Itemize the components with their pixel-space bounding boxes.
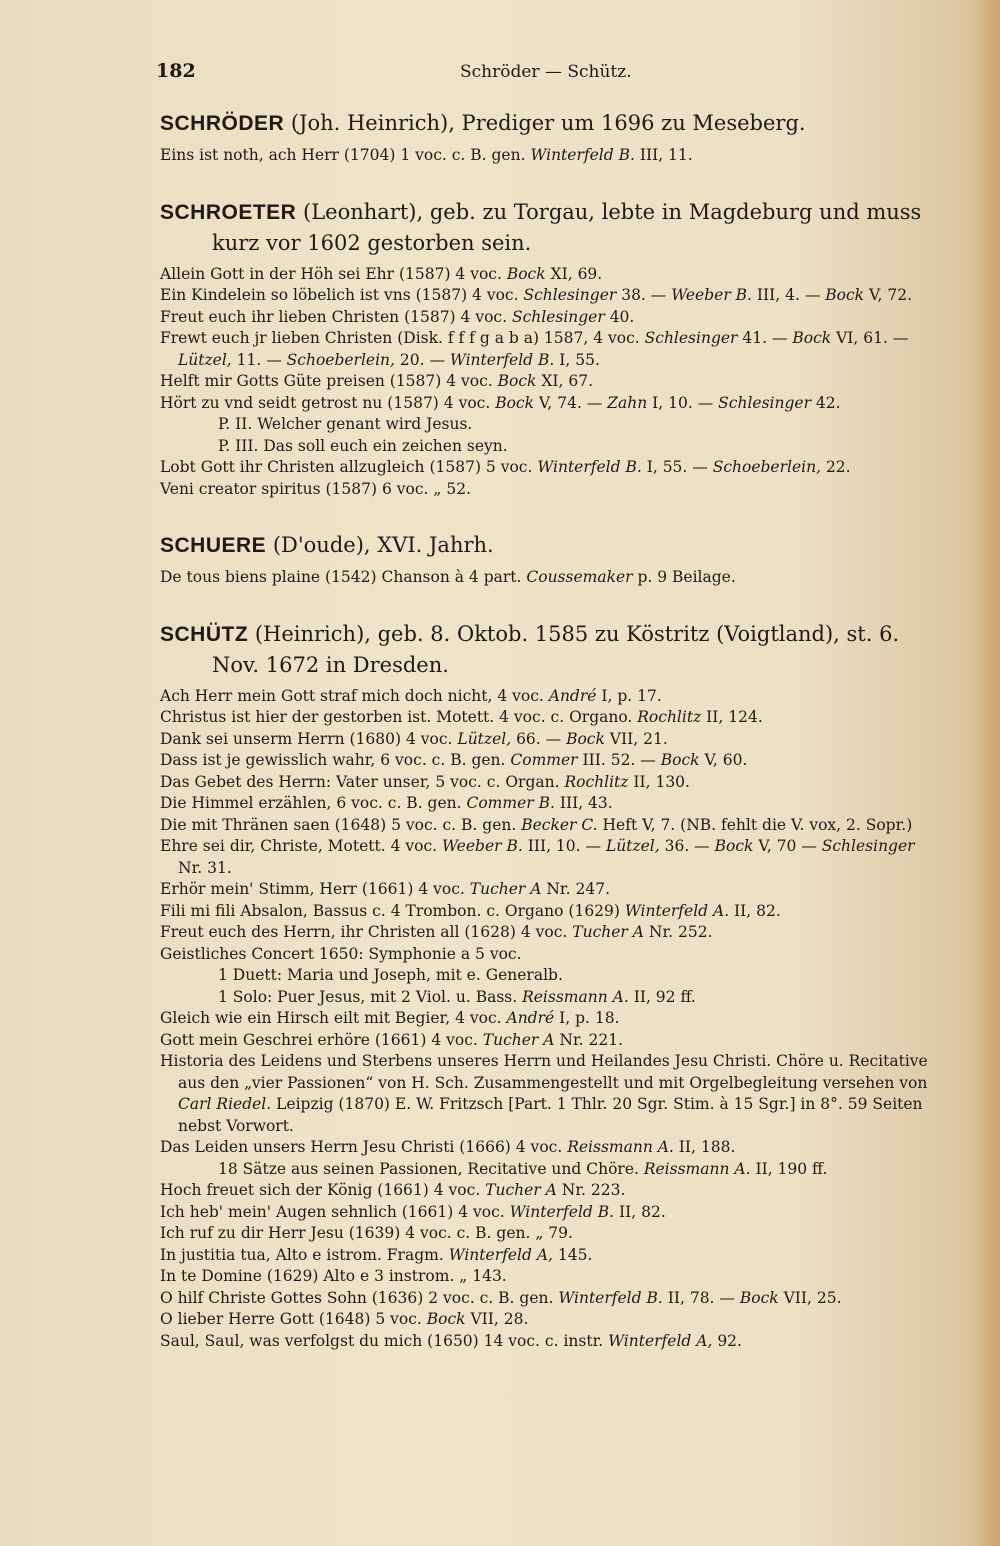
- work-text: In justitia tua, Alto e istrom. Fragm.: [160, 1245, 449, 1264]
- work-text: Veni creator spiritus (1587) 6 voc. „ 52.: [160, 479, 471, 498]
- work-text: I, p. 18.: [554, 1009, 620, 1027]
- source-reference: Winterfeld B.: [449, 350, 555, 369]
- work-text: VII, 28.: [465, 1310, 529, 1328]
- work-text: Lobt Gott ihr Christen allzugleich (1587) 5 voc.: [160, 458, 538, 476]
- source-reference: Winterfeld A,: [608, 1331, 713, 1350]
- work-text: 41. —: [737, 329, 793, 347]
- source-reference: Carl Riedel.: [178, 1095, 272, 1113]
- source-reference: Weeber B.: [442, 837, 523, 855]
- work-text: XI, 67.: [536, 372, 594, 390]
- work-text: I, p. 17.: [596, 686, 662, 705]
- work-text: II, 188.: [673, 1138, 736, 1156]
- source-reference: Bock: [506, 264, 546, 283]
- work-text: Dank sei unserm Herrn (1680) 4 voc.: [160, 729, 458, 748]
- source-reference: Bock: [739, 1288, 779, 1307]
- work-text: II, 82.: [729, 901, 781, 920]
- work-text: II, 124.: [701, 708, 763, 726]
- work-text: Freut euch des Herrn, ihr Christen all (1628) 4 voc.: [160, 923, 573, 941]
- source-reference: Winterfeld B.: [558, 1288, 663, 1307]
- work-item: [160, 686, 932, 708]
- work-text: O hilf Christe Gottes Sohn (1636) 2 voc. c. B. gen.: [160, 1288, 559, 1307]
- work-text: 66. —: [511, 729, 567, 748]
- work-item: [160, 1331, 932, 1353]
- work-text: II, 78. —: [662, 1288, 740, 1307]
- work-text: Das Leiden unsers Herrn Jesu Christi (1666) 4 voc.: [160, 1138, 568, 1156]
- work-item: [160, 987, 932, 1009]
- work-item: [160, 1245, 932, 1267]
- composer-name: SCHUERE: [160, 534, 267, 557]
- work-text: Gott mein Geschrei erhöre (1661) 4 voc.: [160, 1030, 483, 1049]
- work-text: Ich heb' mein' Augen sehnlich (1661) 4 voc.: [160, 1202, 510, 1221]
- work-item: [160, 1309, 932, 1331]
- work-item: [160, 1180, 932, 1202]
- source-reference: Winterfeld B.: [537, 458, 642, 476]
- work-text: Nr. 221.: [554, 1030, 624, 1049]
- work-text: 92.: [712, 1331, 742, 1350]
- source-reference: Schlesinger: [644, 329, 738, 347]
- work-text: Ehre sei dir, Christe, Motett. 4 voc.: [160, 837, 443, 855]
- work-text: P. III. Das soll euch ein zeichen seyn.: [218, 436, 508, 455]
- work-item: [160, 1202, 932, 1224]
- work-text: 18 Sätze aus seinen Passionen, Recitative und Chöre.: [218, 1159, 644, 1178]
- work-text: II, 130.: [628, 772, 690, 791]
- work-text: 20. —: [394, 350, 450, 369]
- source-reference: Tucher A: [572, 923, 644, 941]
- work-item: [160, 307, 932, 329]
- source-reference: Winterfeld B.: [530, 146, 635, 164]
- work-text: Frewt euch jr lieben Christen (Disk. f f f g a b a) 1587, 4 voc.: [160, 329, 645, 347]
- work-item: [160, 264, 932, 286]
- work-text: VII, 21.: [604, 729, 668, 748]
- source-reference: Bock: [660, 751, 700, 769]
- work-item: [160, 328, 932, 371]
- work-text: Ich ruf zu dir Herr Jesu (1639) 4 voc. c. B. gen. „ 79.: [160, 1224, 573, 1242]
- work-text: Die mit Thränen saen (1648) 5 voc. c. B. gen.: [160, 815, 522, 834]
- work-item: [160, 1137, 932, 1159]
- work-item: [160, 1008, 932, 1030]
- source-reference: Lützel,: [605, 837, 660, 855]
- entry: [160, 108, 932, 167]
- works-list: [160, 264, 932, 501]
- source-reference: Bock: [566, 729, 605, 748]
- source-reference: Bock: [792, 329, 832, 347]
- page-edge-shadow: [970, 0, 1000, 1546]
- work-text: O lieber Herre Gott (1648) 5 voc.: [160, 1310, 427, 1328]
- source-reference: Reissmann A.: [643, 1159, 751, 1178]
- work-item: [160, 414, 932, 436]
- work-text: III, 10. —: [522, 837, 606, 855]
- source-reference: Schlesinger: [821, 837, 915, 855]
- source-reference: Schlesinger: [523, 286, 617, 304]
- work-item: [160, 707, 932, 729]
- work-text: Dass ist je gewisslich wahr, 6 voc. c. B. gen.: [160, 751, 511, 769]
- source-reference: Coussemaker: [526, 568, 633, 586]
- entry-heading: [124, 530, 932, 561]
- work-text: Hoch freuet sich der König (1661) 4 voc.: [160, 1181, 486, 1199]
- source-reference: Tucher A: [482, 1030, 555, 1049]
- source-reference: Becker C.: [521, 815, 598, 834]
- work-text: V, 72.: [864, 286, 912, 304]
- work-text: 42.: [810, 393, 841, 412]
- work-text: 40.: [604, 307, 635, 326]
- work-item: [160, 567, 932, 589]
- source-reference: Rochlitz: [564, 772, 629, 791]
- work-text: Nr. 223.: [556, 1181, 626, 1199]
- work-text: Ein Kindelein so löbelich ist vns (1587) 4 voc.: [160, 286, 524, 304]
- works-list: [160, 686, 932, 1353]
- work-item: [160, 457, 932, 479]
- work-text: Hört zu vnd seidt getrost nu (1587) 4 voc.: [160, 393, 496, 412]
- source-reference: Commer B.: [466, 794, 555, 812]
- source-reference: André: [506, 1009, 555, 1027]
- source-reference: Rochlitz: [637, 708, 702, 726]
- work-text: III, 4. —: [751, 286, 826, 304]
- work-text: Nr. 31.: [178, 858, 232, 877]
- work-item: [160, 436, 932, 458]
- work-text: Gleich wie ein Hirsch eilt mit Begier, 4 voc.: [160, 1009, 507, 1027]
- source-reference: Schlesinger: [718, 393, 811, 412]
- source-reference: Bock: [495, 393, 534, 412]
- work-item: [160, 793, 932, 815]
- page-header: [156, 58, 932, 92]
- source-reference: Weeber B.: [671, 286, 752, 304]
- work-text: I, 55.: [554, 350, 600, 369]
- work-item: [160, 393, 932, 415]
- work-text: 1 Solo: Puer Jesus, mit 2 Viol. u. Bass.: [218, 987, 523, 1006]
- entry-heading: [124, 108, 932, 139]
- work-text: 145.: [552, 1245, 593, 1264]
- work-item: [160, 1288, 932, 1310]
- work-item: [160, 901, 932, 923]
- work-text: Saul, Saul, was verfolgst du mich (1650) 14 voc. c. instr.: [160, 1331, 609, 1350]
- work-text: Allein Gott in der Höh sei Ehr (1587) 4 voc.: [160, 264, 507, 283]
- work-text: Christus ist hier der gestorben ist. Motett. 4 voc. c. Organo.: [160, 708, 638, 726]
- source-reference: Bock: [825, 286, 865, 304]
- work-text: Leipzig (1870) E. W. Fritzsch [Part. 1 Thlr. 20 Sgr. Stim. à 15 Sgr.] in 8°. 59 Seiten nebst Vorwort.: [178, 1095, 923, 1135]
- work-text: XI, 69.: [545, 264, 603, 283]
- composer-description: (D'oude), XVI. Jahrh.: [266, 533, 494, 557]
- work-text: III, 11.: [634, 146, 693, 164]
- composer-description: (Joh. Heinrich), Prediger um 1696 zu Meseberg.: [284, 111, 806, 135]
- work-text: I, 10. —: [647, 393, 719, 412]
- work-text: Ach Herr mein Gott straf mich doch nicht, 4 voc.: [160, 686, 549, 705]
- work-item: [160, 285, 932, 307]
- work-text: Freut euch ihr lieben Christen (1587) 4 voc.: [160, 307, 512, 326]
- page-number: 182: [156, 60, 196, 82]
- work-item: [160, 479, 932, 501]
- work-text: P. II. Welcher genant wird Jesus.: [218, 415, 473, 433]
- source-reference: Tucher A: [485, 1181, 557, 1199]
- work-text: Die Himmel erzählen, 6 voc. c. B. gen.: [160, 794, 467, 812]
- work-text: Geistliches Concert 1650: Symphonie a 5 voc.: [160, 944, 522, 963]
- composer-name: SCHRÖDER: [160, 112, 285, 135]
- work-text: II, 92 ff.: [628, 987, 696, 1006]
- entry-heading: [124, 197, 932, 258]
- work-text: II, 82.: [614, 1202, 666, 1221]
- entry-heading: [124, 619, 932, 680]
- work-text: p. 9 Beilage.: [632, 568, 736, 586]
- source-reference: Winterfeld A.: [624, 901, 730, 920]
- source-reference: Winterfeld A,: [448, 1245, 553, 1264]
- work-item: [160, 836, 932, 879]
- work-item: [160, 879, 932, 901]
- entry: [160, 197, 932, 501]
- source-reference: Lützel,: [178, 350, 232, 369]
- work-text: Historia des Leidens und Sterbens unseres Herrn und Heilandes Jesu Christi. Chöre u. Recitative aus den „vier Passionen“ von H. Sch. Zusammengestellt und mit Orgelbegleitung versehen von: [160, 1052, 928, 1092]
- source-reference: Bock: [714, 837, 754, 855]
- running-head: Schröder — Schütz.: [460, 62, 632, 82]
- work-item: [160, 371, 932, 393]
- composer-description: (Leonhart), geb. zu Torgau, lebte in Magdeburg und muss kurz vor 1602 gestorben sein.: [212, 199, 922, 255]
- source-reference: Bock: [426, 1310, 466, 1328]
- work-text: De tous biens plaine (1542) Chanson à 4 part.: [160, 568, 527, 586]
- work-text: V, 60.: [699, 751, 748, 769]
- work-item: [160, 1266, 932, 1288]
- work-text: Erhör mein' Stimm, Herr (1661) 4 voc.: [160, 880, 470, 898]
- work-item: [160, 729, 932, 751]
- source-reference: Schoeberlein,: [712, 458, 822, 476]
- entries-list: [160, 108, 932, 1352]
- work-text: I, 55. —: [641, 458, 713, 476]
- entry: [160, 530, 932, 589]
- work-item: [160, 750, 932, 772]
- work-text: Eins ist noth, ach Herr (1704) 1 voc. c. B. gen.: [160, 146, 531, 164]
- source-reference: Commer: [510, 751, 578, 769]
- work-item: [160, 965, 932, 987]
- work-item: [160, 944, 932, 966]
- work-text: 11. —: [231, 350, 287, 369]
- work-text: VII, 25.: [778, 1288, 842, 1307]
- work-text: Nr. 252.: [643, 923, 713, 941]
- work-text: In te Domine (1629) Alto e 3 instrom. „ 143.: [160, 1267, 507, 1285]
- source-reference: Schlesinger: [511, 307, 605, 326]
- source-reference: Reissmann A.: [567, 1138, 674, 1156]
- work-text: III, 43.: [554, 794, 613, 812]
- work-text: 38. —: [616, 286, 672, 304]
- composer-name: SCHROETER: [160, 200, 297, 224]
- work-item: [160, 1030, 932, 1052]
- work-text: V, 74. —: [533, 393, 608, 412]
- work-item: [160, 772, 932, 794]
- works-list: [160, 567, 932, 589]
- work-text: Das Gebet des Herrn: Vater unser, 5 voc. c. Organ.: [160, 772, 565, 791]
- work-text: 36. —: [659, 837, 715, 855]
- work-item: [160, 815, 932, 837]
- work-text: Fili mi fili Absalon, Bassus c. 4 Trombon. c. Organo (1629): [160, 901, 625, 920]
- works-list: [160, 145, 932, 167]
- source-reference: Winterfeld B.: [509, 1202, 615, 1221]
- work-item: [160, 145, 932, 167]
- work-item: [160, 1051, 932, 1137]
- work-text: Heft V, 7. (NB. fehlt die V. vox, 2. Sopr.): [597, 815, 913, 834]
- composer-name: SCHÜTZ: [160, 622, 249, 646]
- work-text: Helft mir Gotts Güte preisen (1587) 4 voc.: [160, 372, 498, 390]
- work-text: III. 52. —: [577, 751, 661, 769]
- work-text: V, 70 —: [753, 837, 822, 855]
- source-reference: Schoeberlein,: [286, 350, 395, 369]
- work-text: II, 190 ff.: [750, 1159, 828, 1178]
- work-text: Nr. 247.: [541, 880, 610, 898]
- source-reference: Lützel,: [457, 729, 512, 748]
- work-item: [160, 1223, 932, 1245]
- entry: [160, 619, 932, 1353]
- work-text: 22.: [821, 458, 851, 476]
- work-text: VI, 61. —: [831, 329, 909, 347]
- work-item: [160, 922, 932, 944]
- work-text: 1 Duett: Maria und Joseph, mit e. Generalb.: [218, 966, 563, 984]
- source-reference: Zahn: [607, 393, 648, 412]
- composer-description: (Heinrich), geb. 8. Oktob. 1585 zu Köstritz (Voigtland), st. 6. Nov. 1672 in Dresden.: [212, 621, 900, 677]
- source-reference: Reissmann A.: [522, 987, 629, 1006]
- source-reference: André: [548, 686, 597, 705]
- source-reference: Tucher A: [469, 880, 542, 898]
- work-item: [160, 1159, 932, 1181]
- source-reference: Bock: [497, 372, 537, 390]
